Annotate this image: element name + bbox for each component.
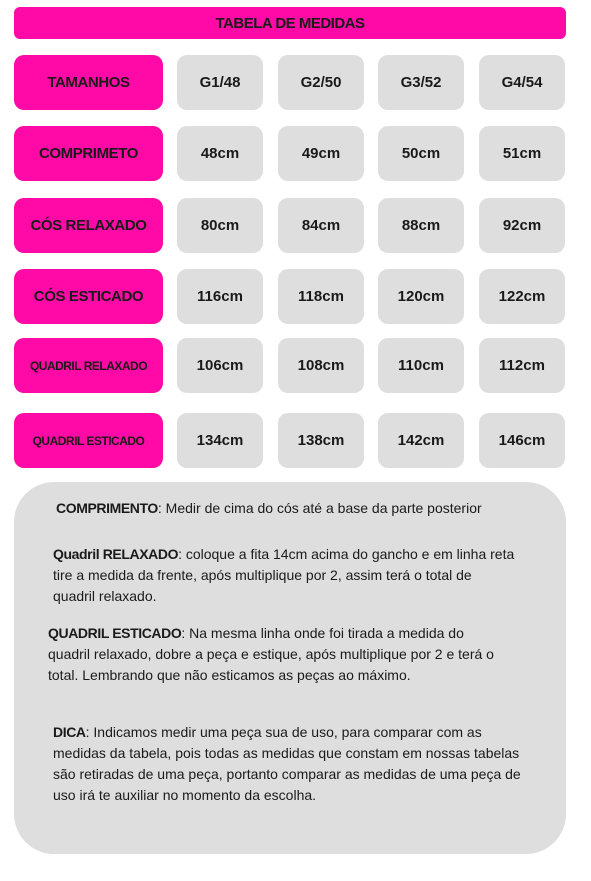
table-cell: G2/50 <box>278 55 364 110</box>
table-cell: 84cm <box>278 198 364 253</box>
table-cell: 92cm <box>479 198 565 253</box>
table-cell: G4/54 <box>479 55 565 110</box>
note-term: Quadril RELAXADO <box>53 546 179 562</box>
table-title: TABELA DE MEDIDAS <box>14 7 566 39</box>
note-dica <box>53 722 523 806</box>
note-comprimento <box>56 498 536 519</box>
measurement-instructions-panel <box>14 482 566 854</box>
table-cell: 50cm <box>378 126 464 181</box>
table-cell: 48cm <box>177 126 263 181</box>
row-label-comprimento: COMPRIMETO <box>14 126 163 181</box>
table-cell: 108cm <box>278 338 364 393</box>
table-cell: 49cm <box>278 126 364 181</box>
table-cell: 112cm <box>479 338 565 393</box>
table-cell: G1/48 <box>177 55 263 110</box>
table-cell: 120cm <box>378 269 464 324</box>
table-cell: 110cm <box>378 338 464 393</box>
table-cell: 138cm <box>278 413 364 468</box>
note-quadril-relaxado <box>53 544 515 607</box>
note-term: QUADRIL ESTICADO <box>48 625 182 641</box>
table-cell: 134cm <box>177 413 263 468</box>
note-text: : coloque a fita 14cm acima do gancho e em linha reta tire a medida da frente, após multiplique por 2, assim terá o total de quadril relaxado. <box>53 546 515 604</box>
row-label-cos-relaxado: CÓS RELAXADO <box>14 198 163 253</box>
note-term: COMPRIMENTO <box>56 500 158 516</box>
row-label-tamanhos: TAMANHOS <box>14 55 163 110</box>
note-text: : Medir de cima do cós até a base da parte posterior <box>157 500 482 516</box>
row-label-cos-esticado: CÓS ESTICADO <box>14 269 163 324</box>
table-cell: 142cm <box>378 413 464 468</box>
table-cell: 106cm <box>177 338 263 393</box>
note-text: : Indicamos medir uma peça sua de uso, para comparar com as medidas da tabela, pois todas as medidas que constam em nossas tabelas são retiradas de uma peça, portanto comparar as medidas de uma peça de uso irá te auxiliar no momento da escolha. <box>53 724 521 803</box>
row-label-quadril-relaxado: QUADRIL RELAXADO <box>14 338 163 393</box>
note-text: : Na mesma linha onde foi tirada a medida do quadril relaxado, dobre a peça e estique, após multiplique por 2 e terá o total. Lembrando que não esticamos as peças ao máximo. <box>48 625 494 683</box>
table-cell: 122cm <box>479 269 565 324</box>
table-cell: 146cm <box>479 413 565 468</box>
note-quadril-esticado <box>48 623 498 686</box>
table-cell: G3/52 <box>378 55 464 110</box>
table-cell: 118cm <box>278 269 364 324</box>
table-cell: 88cm <box>378 198 464 253</box>
row-label-quadril-esticado: QUADRIL ESTICADO <box>14 413 163 468</box>
table-cell: 80cm <box>177 198 263 253</box>
table-cell: 116cm <box>177 269 263 324</box>
table-cell: 51cm <box>479 126 565 181</box>
note-term: DICA <box>53 724 86 740</box>
